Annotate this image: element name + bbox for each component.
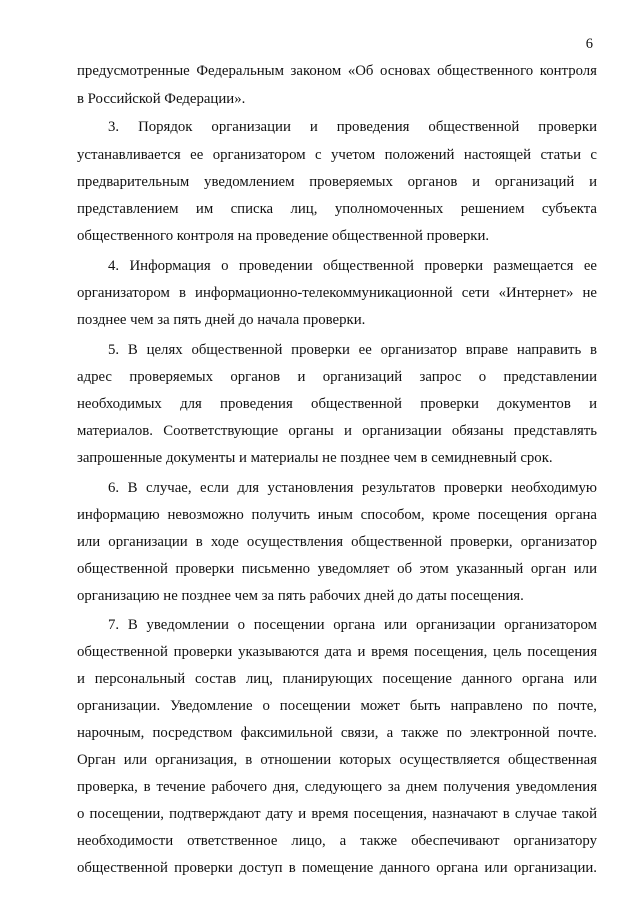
text-line: позднее чем за пять дней до начала проверки. bbox=[77, 312, 366, 328]
text-line: нарочным, посредством факсимильной связи, а также по электронной почте. bbox=[77, 725, 597, 741]
text-line: проверка, в течение рабочего дня, следующего за днем получения уведомления bbox=[77, 779, 597, 795]
text-line: или организации в ходе осуществления общественной проверки, организатор bbox=[77, 534, 597, 550]
paragraph-5-line: 5. В целях общественной проверки ее организатор вправе направить в bbox=[108, 342, 597, 358]
paragraph-6-line: 6. В случае, если для установления результатов проверки необходимую bbox=[108, 480, 597, 496]
paragraph-4-line: 4. Информация о проведении общественной проверки размещается ее bbox=[108, 258, 597, 274]
text-line: информацию невозможно получить иным способом, кроме посещения органа bbox=[77, 507, 597, 523]
text-line: предусмотренные Федеральным законом «Об основах общественного контроля bbox=[77, 63, 597, 79]
text-line: устанавливается ее организатором с учетом положений настоящей статьи с bbox=[77, 147, 597, 163]
text-line: общественной проверки указываются дата и время посещения, цель посещения bbox=[77, 644, 597, 660]
text-line: организатором в информационно-телекоммуникационной сети «Интернет» не bbox=[77, 285, 597, 301]
text-line: организации. Уведомление о посещении может быть направлено по почте, bbox=[77, 698, 597, 714]
text-line: Орган или организация, в отношении которых осуществляется общественная bbox=[77, 752, 597, 768]
paragraph-3-line: 3. Порядок организации и проведения общественной проверки bbox=[108, 119, 597, 135]
paragraph-7-line: 7. В уведомлении о посещении органа или организации организатором bbox=[108, 617, 597, 633]
text-line: запрошенные документы и материалы не позднее чем в семидневный срок. bbox=[77, 450, 553, 466]
text-line: в Российской Федерации». bbox=[77, 91, 246, 107]
text-line: материалов. Соответствующие органы и организации обязаны представлять bbox=[77, 423, 597, 439]
text-line: и персональный состав лиц, планирующих посещение данного органа или bbox=[77, 671, 597, 687]
text-line: о посещении, подтверждают дату и время посещения, назначают в случае такой bbox=[77, 806, 597, 822]
text-line: представлением им списка лиц, уполномоченных решением субъекта bbox=[77, 201, 597, 217]
text-line: организацию не позднее чем за пять рабочих дней до даты посещения. bbox=[77, 588, 524, 604]
text-line: предварительным уведомлением проверяемых органов и организаций и bbox=[77, 174, 597, 190]
text-line: необходимых для проведения общественной проверки документов и bbox=[77, 396, 597, 412]
text-line: общественной проверки доступ в помещение данного органа или организации. bbox=[77, 860, 597, 876]
text-line: адрес проверяемых органов и организаций запрос о представлении bbox=[77, 369, 597, 385]
text-line: общественной проверки письменно уведомляет об этом указанный орган или bbox=[77, 561, 597, 577]
page-number: 6 bbox=[585, 36, 593, 52]
text-line: необходимости ответственное лицо, а также обеспечивают организатору bbox=[77, 833, 597, 849]
text-line: общественного контроля на проведение общественной проверки. bbox=[77, 228, 490, 244]
